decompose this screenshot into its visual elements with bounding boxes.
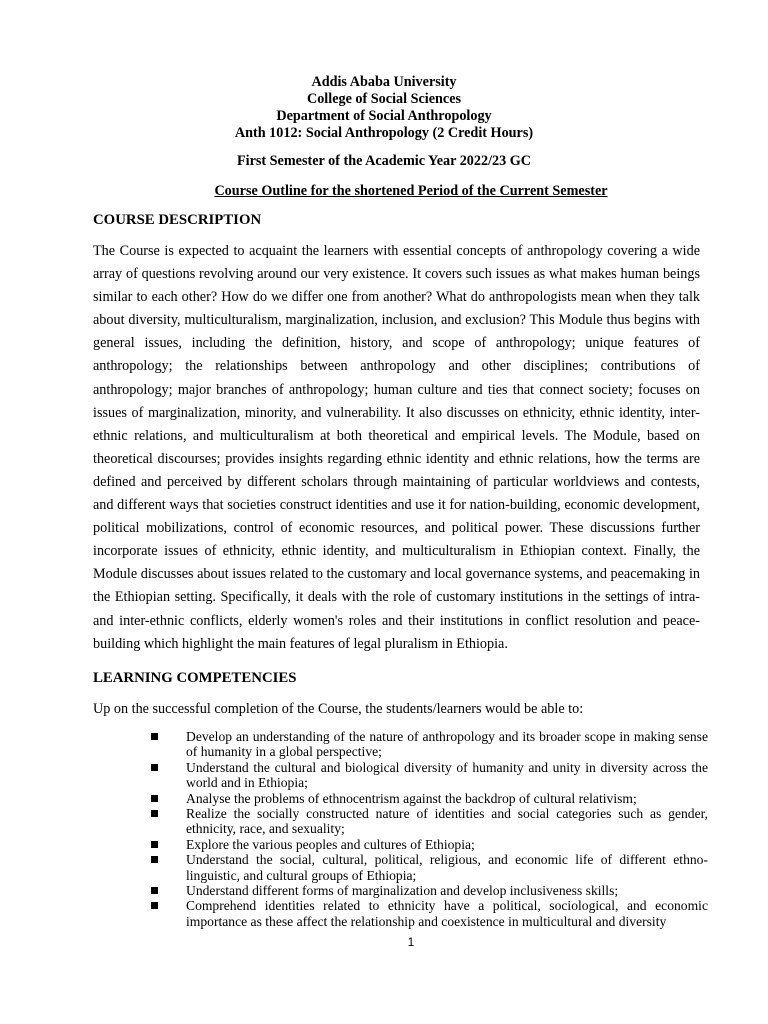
- course-description-heading: COURSE DESCRIPTION: [93, 212, 262, 228]
- competency-text: Comprehend identities related to ethnicity have a political, sociological, and economic importance as these affect the relationship and coexistence in multicultural and diversity: [186, 898, 708, 929]
- page-number: 1: [407, 937, 415, 949]
- competency-text: Understand different forms of marginalization and develop inclusiveness skills;: [186, 883, 619, 899]
- college-name: College of Social Sciences: [306, 91, 462, 107]
- course-title: Anth 1012: Social Anthropology (2 Credit Hours): [234, 125, 534, 141]
- competency-text: Analyse the problems of ethnocentrism against the backdrop of cultural relativism;: [186, 790, 637, 806]
- competencies-intro: Up on the successful completion of the Course, the students/learners would be able to:: [93, 701, 584, 717]
- department-name: Department of Social Anthropology: [276, 108, 492, 124]
- semester-line: First Semester of the Academic Year 2022/23 GC: [236, 153, 532, 169]
- competency-text: Understand the cultural and biological diversity of humanity and unity in diversity across the world and in Ethiopia;: [186, 759, 708, 791]
- course-description-body: The Course is expected to acquaint the learners with essential concepts of anthropology covering a wide array of questions revolving around our very existence. It covers such issues as what makes human beings similar to each other? How do we differ one from another? What do anthropologists mean when they talk about diversity, multiculturalism, marginalization, inclusion, and exclusion? This Module thus begins with general issues, including the definition, history, and scope of anthropology; unique features of anthropology; the relationships between anthropology and other disciplines; contributions of anthropology; major branches of anthropology; human culture and ties that connect society; focuses on issues of marginalization, minority, and vulnerability. It also discusses on ethnicity, ethnic identity, inter-ethnic relations, and multiculturalism at both theoretical and empirical levels. The Module, based on theoretical discourses; provides insights regarding ethnic identity and ethnic relations, how the terms are defined and perceived by different scholars through maintaining of particular worldviews and contests, and different ways that societies construct identities and use it for nation-building, economic development, political mobilizations, control of economic resources, and political power. These discussions further incorporate issues of ethnicity, ethnic identity, and multiculturalism in Ethiopian context. Finally, the Module discusses about issues related to the customary and local governance systems, and peacemaking in the Ethiopian setting. Specifically, it deals with the role of customary institutions in the settings of intra- and inter-ethnic conflicts, elderly women's roles and their institutions in conflict resolution and peace-building which highlight the main features of legal pluralism in Ethiopia.: [93, 243, 700, 652]
- competency-item: [148, 852, 708, 883]
- competency-item: [148, 806, 708, 837]
- square-bullet-icon: [151, 887, 158, 894]
- competency-text: Develop an understanding of the nature of anthropology and its broader scope in making sense of humanity in a global perspective;: [186, 729, 708, 760]
- outline-title: Course Outline for the shortened Period of the Current Semester: [214, 183, 608, 199]
- square-bullet-icon: [151, 795, 158, 802]
- competency-item: [148, 837, 708, 852]
- competencies-list: [148, 729, 708, 929]
- competency-item: [148, 729, 708, 760]
- square-bullet-icon: [151, 841, 158, 848]
- square-bullet-icon: [151, 733, 158, 740]
- competency-item: [148, 791, 708, 806]
- university-name: Addis Ababa University: [311, 74, 457, 90]
- competency-item: [148, 883, 708, 898]
- square-bullet-icon: [151, 764, 158, 771]
- square-bullet-icon: [151, 856, 158, 863]
- competency-item: [148, 760, 708, 791]
- competency-item: [148, 898, 708, 929]
- competency-text: Explore the various peoples and cultures of Ethiopia;: [186, 836, 475, 852]
- document-header: [0, 74, 768, 142]
- competency-text: Realize the socially constructed nature of identities and social categories such as gender, ethnicity, race, and sexuality;: [186, 806, 708, 837]
- square-bullet-icon: [151, 810, 158, 817]
- square-bullet-icon: [151, 902, 158, 909]
- learning-competencies-heading: LEARNING COMPETENCIES: [93, 670, 297, 686]
- competency-text: Understand the social, cultural, political, religious, and economic life of different ethno-linguistic, and cultural groups of Ethiopia;: [186, 852, 708, 883]
